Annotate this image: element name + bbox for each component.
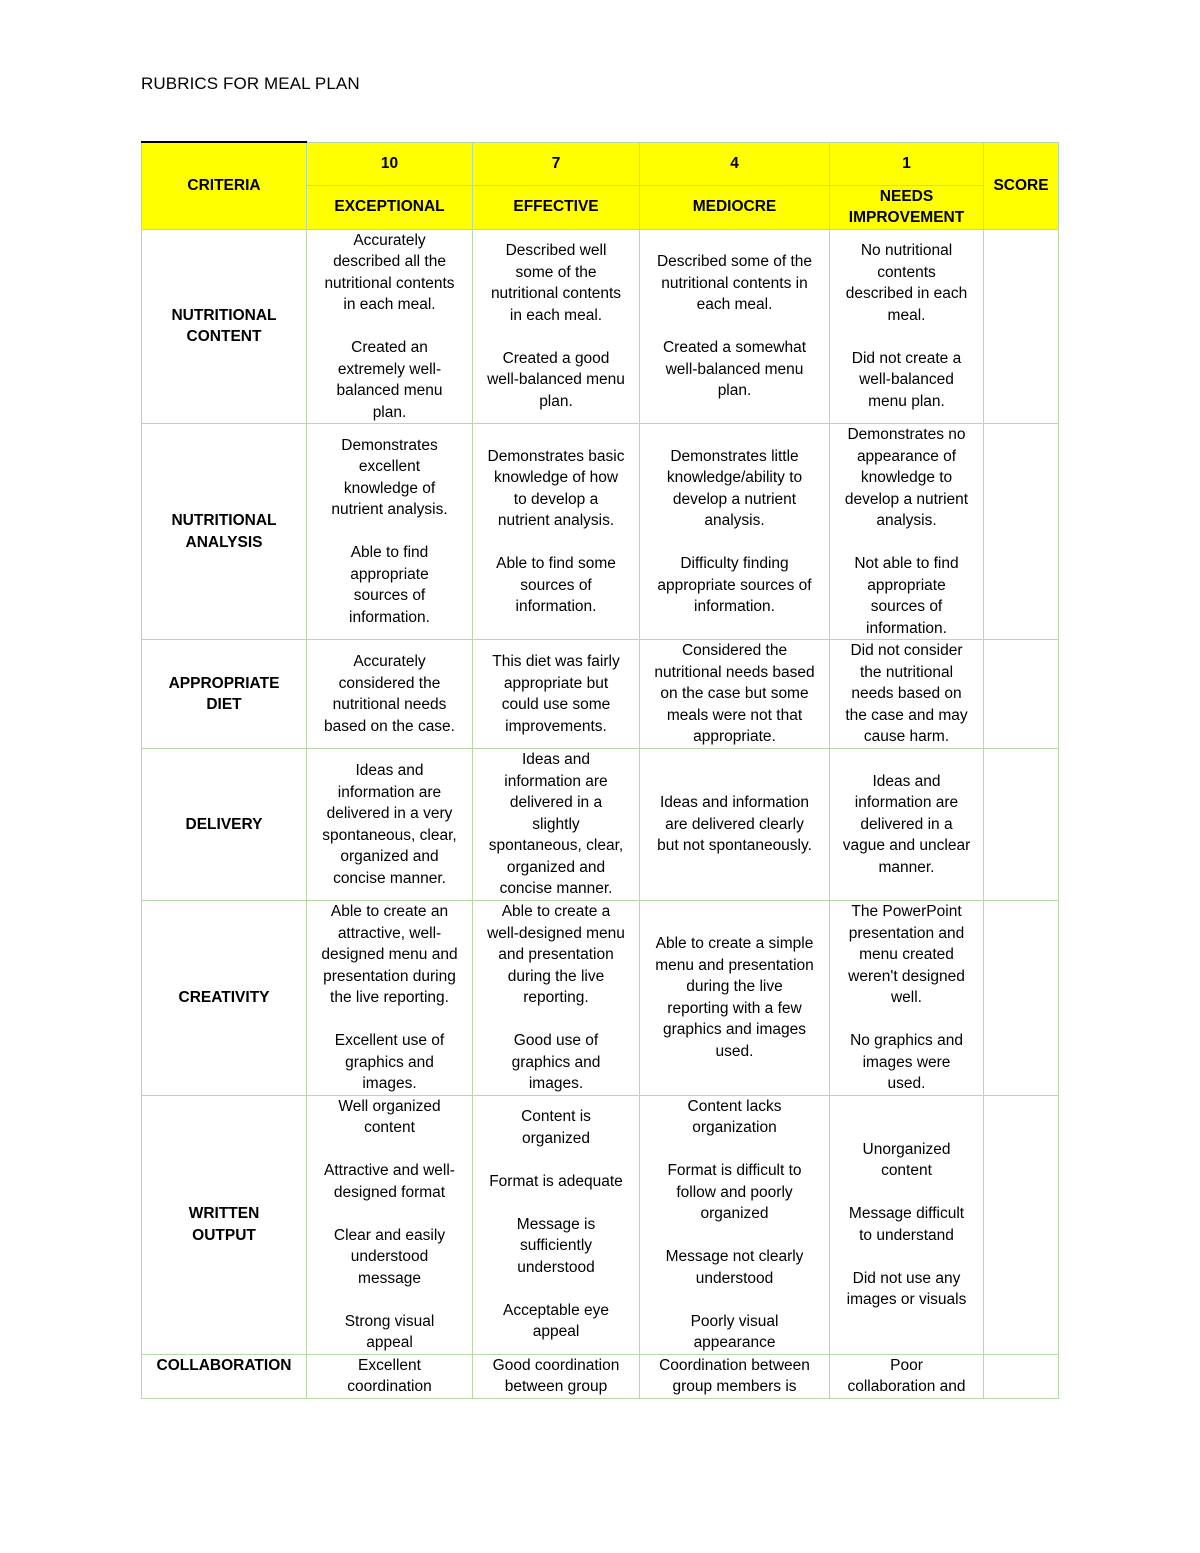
table-row xyxy=(142,1095,1059,1354)
rubric-cell: No nutritional contents described in each meal. Did not create a well-balanced menu plan. xyxy=(830,229,984,424)
criterion-label: NUTRITIONAL CONTENT xyxy=(142,229,307,424)
rubric-cell: Ideas and information are delivered in a vague and unclear manner. xyxy=(830,749,984,901)
score-cell[interactable] xyxy=(984,229,1059,424)
level-exceptional: EXCEPTIONAL xyxy=(307,185,473,229)
rubric-cell: Able to create an attractive, well- designed menu and presentation during the live reporting. Excellent use of graphics and images. xyxy=(307,901,473,1096)
rubric-cell: Demonstrates no appearance of knowledge to develop a nutrient analysis. Not able to find appropriate sources of information. xyxy=(830,424,984,640)
points-header-10: 10 xyxy=(307,142,473,185)
rubric-cell: Good coordination between group xyxy=(473,1354,640,1398)
rubric-cell: Excellent coordination xyxy=(307,1354,473,1398)
rubric-cell: This diet was fairly appropriate but could use some improvements. xyxy=(473,640,640,749)
points-header-1: 1 xyxy=(830,142,984,185)
table-row xyxy=(142,640,1059,749)
rubric-cell: Demonstrates excellent knowledge of nutrient analysis. Able to find appropriate sources of information. xyxy=(307,424,473,640)
table-row xyxy=(142,749,1059,901)
level-mediocre: MEDIOCRE xyxy=(640,185,830,229)
rubric-cell: Demonstrates basic knowledge of how to develop a nutrient analysis. Able to find some sources of information. xyxy=(473,424,640,640)
rubric-cell: Did not consider the nutritional needs based on the case and may cause harm. xyxy=(830,640,984,749)
criterion-label: WRITTEN OUTPUT xyxy=(142,1095,307,1354)
rubric-cell: Able to create a well-designed menu and presentation during the live reporting. Good use of graphics and images. xyxy=(473,901,640,1096)
rubric-cell: Content is organized Format is adequate Message is sufficiently understood Acceptable eye appeal xyxy=(473,1095,640,1354)
rubric-cell: Ideas and information are delivered in a slightly spontaneous, clear, organized and concise manner. xyxy=(473,749,640,901)
rubric-cell: Unorganized content Message difficult to understand Did not use any images or visuals xyxy=(830,1095,984,1354)
criterion-label: CREATIVITY xyxy=(142,901,307,1096)
score-cell[interactable] xyxy=(984,424,1059,640)
score-cell[interactable] xyxy=(984,1095,1059,1354)
level-effective: EFFECTIVE xyxy=(473,185,640,229)
score-cell[interactable] xyxy=(984,1354,1059,1398)
rubric-cell: Content lacks organization Format is difficult to follow and poorly organized Message not clearly understood Poorly visual appearance xyxy=(640,1095,830,1354)
points-header-4: 4 xyxy=(640,142,830,185)
criterion-label: NUTRITIONAL ANALYSIS xyxy=(142,424,307,640)
score-header: SCORE xyxy=(984,142,1059,229)
criteria-header: CRITERIA xyxy=(142,142,307,229)
points-header-7: 7 xyxy=(473,142,640,185)
rubric-cell: Demonstrates little knowledge/ability to develop a nutrient analysis. Difficulty finding appropriate sources of information. xyxy=(640,424,830,640)
document-title: RUBRICS FOR MEAL PLAN xyxy=(141,74,360,93)
rubric-cell: Accurately described all the nutritional contents in each meal. Created an extremely well- balanced menu plan. xyxy=(307,229,473,424)
rubric-cell: Poor collaboration and xyxy=(830,1354,984,1398)
table-row xyxy=(142,1354,1059,1398)
rubric-cell: The PowerPoint presentation and menu created weren't designed well. No graphics and images were used. xyxy=(830,901,984,1096)
table-row xyxy=(142,901,1059,1096)
score-cell[interactable] xyxy=(984,640,1059,749)
rubric-cell: Able to create a simple menu and presentation during the live reporting with a few graphics and images used. xyxy=(640,901,830,1096)
table-row xyxy=(142,424,1059,640)
criterion-label: APPROPRIATE DIET xyxy=(142,640,307,749)
criterion-label: DELIVERY xyxy=(142,749,307,901)
rubric-table xyxy=(141,141,1059,1399)
rubric-cell: Accurately considered the nutritional needs based on the case. xyxy=(307,640,473,749)
rubric-cell: Described well some of the nutritional contents in each meal. Created a good well-balanced menu plan. xyxy=(473,229,640,424)
score-cell[interactable] xyxy=(984,749,1059,901)
rubric-cell: Considered the nutritional needs based on the case but some meals were not that appropriate. xyxy=(640,640,830,749)
rubric-cell: Coordination between group members is xyxy=(640,1354,830,1398)
rubric-cell: Ideas and information are delivered in a very spontaneous, clear, organized and concise manner. xyxy=(307,749,473,901)
level-needs-improvement: NEEDS IMPROVEMENT xyxy=(830,185,984,229)
rubric-cell: Well organized content Attractive and well- designed format Clear and easily understood message Strong visual appeal xyxy=(307,1095,473,1354)
rubric-cell: Described some of the nutritional contents in each meal. Created a somewhat well-balanced menu plan. xyxy=(640,229,830,424)
criterion-label: COLLABORATION xyxy=(142,1354,307,1398)
rubric-cell: Ideas and information are delivered clearly but not spontaneously. xyxy=(640,749,830,901)
score-cell[interactable] xyxy=(984,901,1059,1096)
table-row xyxy=(142,229,1059,424)
